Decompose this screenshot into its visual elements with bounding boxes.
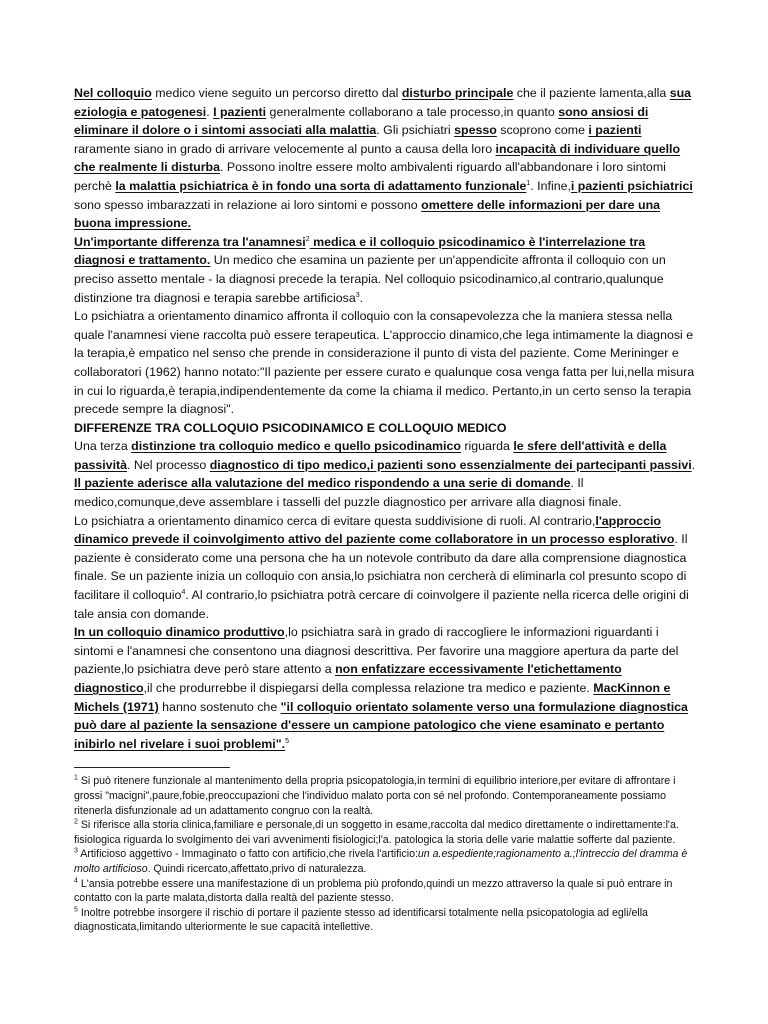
footnote-3 [74, 847, 698, 876]
footnote-4 [74, 877, 698, 906]
paragraph-4 [74, 437, 698, 511]
text-span: distinzione tra colloquio medico e quello psicodinamico [131, 439, 461, 454]
text-span: la malattia psichiatrica è in fondo una sorta di adattamento funzionale [115, 178, 527, 193]
text-span: . Nel processo [127, 457, 210, 472]
text-span: i pazienti [588, 123, 642, 138]
text-span: sua eziologia e patogenesi [74, 86, 692, 119]
text-span: diagnostico di tipo medico,i pazienti sono essenzialmente dei partecipanti passivi [209, 457, 692, 472]
footnote-ref-1: 1 [526, 179, 531, 187]
footnote-text: L'ansia potrebbe essere una manifestazione di un problema più profondo,quindi un mezzo attraverso la quale si può entrare in contatto con la parte malata,distorta dalla realtà del paziente stesso. [74, 877, 673, 905]
footnote-text: Si riferisce alla storia clinica,familiare e personale,di un soggetto in esame,raccolta dal medico direttamente o indirettamente:l'a. fisiologica riguarda lo svolgimento dei vari avvenimenti fisiologici;l'a. patologica la storia delle varie malattie sofferte dal paziente. [74, 819, 679, 846]
text-span: . [359, 290, 364, 305]
footnote-number: 5 [74, 906, 78, 914]
text-span: . Gli psichiatri [376, 123, 455, 138]
text-span: Lo psichiatra a orientamento dinamico cerca di evitare questa suddivisione di ruoli. Al contrario, [74, 513, 596, 528]
footnote-number: 1 [74, 774, 78, 782]
text-span: sono spesso imbarazzati in relazione ai loro sintomi e possono [74, 197, 422, 212]
text-span: medico viene seguito un percorso diretto dal [151, 86, 402, 100]
text-span: . Al contrario,lo psichiatra potrà cercare di coinvolgere il paziente nella ricerca delle origini di tale ansia con domande. [74, 588, 689, 621]
text-span: Un medico che esamina un paziente per un'appendicite affronta il colloquio con un preciso assetto mentale - la diagnosi precede la terapia. Nel colloquio psicodinamico,al contrario,qualunque distinzione tra diagnosi e terapia sarebbe artificiosa [74, 253, 666, 305]
text-span: l'approccio dinamico prevede il coinvolgimento attivo del paziente come collaboratore in un processo esplorativo [74, 513, 675, 547]
text-span: Il paziente aderisce alla valutazione del medico rispondendo a una serie di domande [74, 476, 571, 491]
text-span: In un colloquio dinamico produttivo [74, 625, 285, 640]
footnote-text: . Quindi ricercato,affettato,privo di naturalezza. [147, 862, 367, 875]
footnote-text: Artificioso aggettivo - Immaginato o fatto con artificio,che rivela l'artificio: [77, 848, 418, 861]
text-span: hanno sostenuto che [158, 699, 281, 714]
text-span: . Possono inoltre essere molto ambivalenti riguardo all'abbandonare i loro sintomi perchè [74, 160, 666, 193]
footnote-1 [74, 774, 698, 818]
text-span: MacKinnon e Michels (1971) [74, 681, 671, 714]
footnote-number: 2 [74, 818, 78, 826]
footnote-divider [74, 767, 230, 768]
text-span: . [691, 457, 696, 472]
text-span: generalmente collaborano a tale processo,in quanto [266, 104, 559, 119]
paragraph-1 [74, 84, 698, 233]
text-span: "il colloquio orientato solamente verso una formulazione diagnostica può dare al paziente la sensazione d'essere un campione patologico che viene esaminato e pertanto inibirlo nel rivelare i suoi problemi". [74, 699, 688, 751]
section-heading: DIFFERENZE TRA COLLOQUIO PSICODINAMICO E COLLOQUIO MEDICO [74, 420, 507, 435]
text-span: che il paziente lamenta,alla [513, 86, 670, 100]
paragraph-5 [74, 512, 698, 624]
text-span: Nel colloquio [74, 86, 152, 100]
text-span: raramente siano in grado di arrivare velocemente al punto a causa della loro [74, 141, 496, 156]
text-span: non enfatizzare eccessivamente l'etichettamento diagnostico [74, 662, 622, 695]
footnote-ref-5: 5 [285, 737, 289, 745]
footnote-2 [74, 818, 698, 847]
text-span: . Il medico,comunque,deve assemblare i tasselli del puzzle diagnostico per arrivare alla diagnosi finale. [74, 476, 622, 510]
text-span: medica e il colloquio psicodinamico è l'interrelazione tra diagnosi e trattamento. [74, 234, 646, 268]
text-span: ,il che produrrebbe il dispiegarsi della complessa relazione tra medico e paziente. [143, 681, 594, 695]
footnote-number: 4 [74, 877, 78, 884]
paragraph-6 [74, 623, 698, 753]
footnotes [74, 774, 698, 935]
text-span: Un'importante differenza tra l'anamnesi [74, 234, 306, 249]
text-span: disturbo principale [401, 86, 514, 100]
footnote-number: 3 [74, 847, 78, 855]
paragraph-2 [74, 233, 698, 307]
footnote-ref-4: 4 [181, 588, 186, 596]
footnote-5 [74, 906, 698, 935]
footnote-ref-2: 2 [305, 235, 310, 243]
document-body [74, 84, 698, 753]
footnote-ref-3: 3 [355, 291, 360, 299]
footnote-italic-text: un a.espediente;ragionamento a.;l'intreccio del dramma è molto artificioso [74, 848, 688, 875]
text-span: Una terza [74, 439, 132, 454]
text-span: ,lo psichiatra sarà in grado di raccogliere le informazioni riguardanti i sintomi e l'anamnesi che consentono una diagnosi descrittiva. Per favorire una maggiore apertura da parte del paziente,lo psichiatra deve però stare attento a [74, 625, 679, 677]
text-span: incapacità di individuare quello che realmente li disturba [74, 141, 681, 175]
text-span: riguarda [460, 439, 514, 454]
document-page [74, 84, 698, 935]
text-span: spesso [454, 123, 497, 138]
paragraph-3: Lo psichiatra a orientamento dinamico affronta il colloquio con la consapevolezza che la maniera stessa nella quale l'anamnesi viene raccolta può essere terapeutica. L'approccio dinamico,che lega intimamente la diagnosi e la terapia,è empatico nel senso che prende in considerazione il punto di vista del paziente. Come Merininger e collaboratori (1962) hanno notato:"Il paziente per essere curato e qualunque cosa venga fatta per lui,nella misura in cui lo riguarda,è terapia,indipendentemente da come la chiama il medico. Pertanto,in un certo senso la terapia precede sempre la diagnosi". [74, 309, 695, 417]
text-span: . Il paziente è considerato come una persona che ha un notevole contributo da dare alla comprensione diagnostica finale. Se un paziente inizia un colloquio con ansia,lo psichiatra non cercherà di eliminarla col presunto scopo di facilitare il colloquio [74, 532, 688, 603]
text-span: I pazienti [213, 104, 267, 119]
text-span: sono ansiosi di eliminare il dolore o i sintomi associati alla malattia [74, 104, 649, 138]
text-span: scoprono come [496, 123, 589, 138]
footnote-text: Inoltre potrebbe insorgere il rischio di portare il paziente stesso ad identificarsi totalmente nella psicopatologia ad egli/ella diagnosticata,limitando ulteriormente le sue capacità intellettive. [74, 906, 648, 934]
footnote-text: Si può ritenere funzionale al mantenimento della propria psicopatologia,in termini di equilibrio interiore,per evitare di affrontare i grossi "macigni",paure,fobie,preoccupazioni che l'individuo malato porta con sé nel profondo. Contemporaneamente possiamo ritenerla disfunzionale ad un adattamento congruo con la realtà. [74, 775, 676, 817]
text-span: omettere delle informazioni per dare una buona impressione. [74, 197, 661, 231]
text-span: . Infine, [530, 178, 571, 193]
text-span: i pazienti psichiatrici [570, 178, 693, 193]
text-span: le sfere dell'attività e della passività [74, 439, 667, 472]
text-span: . [206, 104, 214, 119]
